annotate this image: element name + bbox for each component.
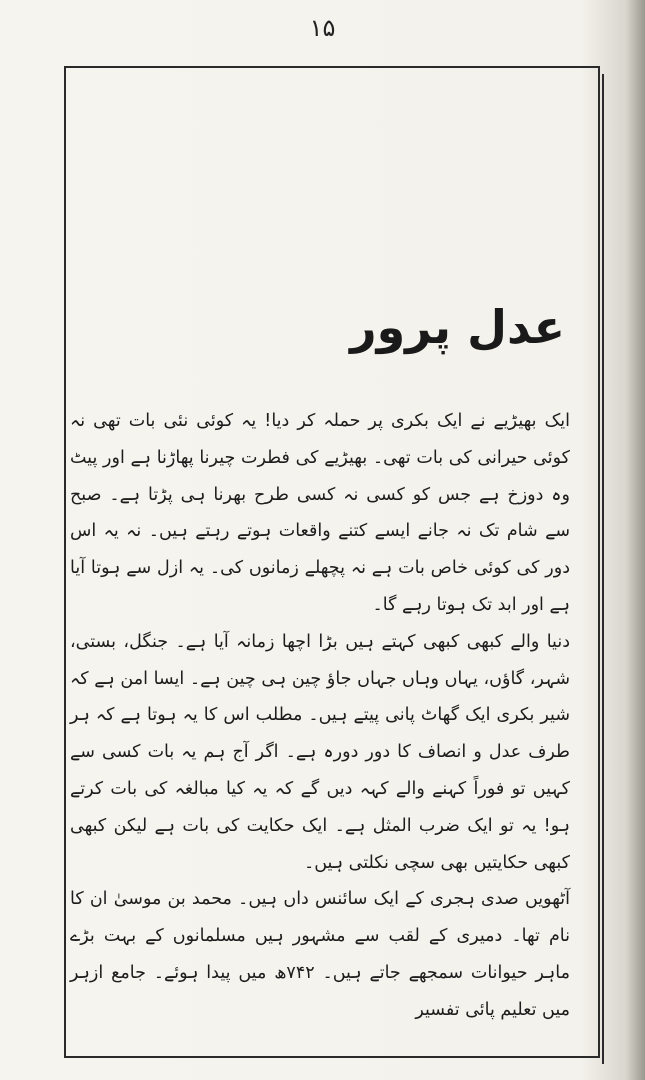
- paragraph: ایک بھیڑیے نے ایک بکری پر حملہ کر دیا! یہ کوئی نئی بات تھی نہ کوئی حیرانی کی بات تھی۔ بھیڑیے کی فطرت چیرنا پھاڑنا ہے اور پیٹ وہ دوزخ ہے جس کو کسی نہ کسی طرح بھرنا ہی پڑتا ہے۔ صبح سے شام تک نہ جانے ایسے کتنے واقعات ہوتے رہتے ہیں۔ نہ یہ اس دور کی کوئی خاص بات ہے نہ پچھلے زمانوں کی۔ یہ ازل سے ہوتا آیا ہے اور ابد تک ہوتا رہے گا۔: [70, 411, 570, 615]
- paragraph: دنیا والے کبھی کبھی کہتے ہیں بڑا اچھا زمانہ آیا ہے۔ جنگل، بستی، شہر، گاؤں، یہاں وہاں جہاں جاؤ چین ہی چین ہے۔ ایسا امن ہے کہ شیر بکری ایک گھاٹ پانی پیتے ہیں۔ مطلب اس کا یہ ہوتا ہے کہ ہر طرف عدل و انصاف کا دور دورہ ہے۔ اگر آج ہم یہ بات کسی سے کہیں تو فوراً کہنے والے کہہ دیں گے کہ یہ کیا مبالغہ کی بات کرتے ہو! یہ تو ایک ضرب المثل ہے۔ ایک حکایت کی بات ہے لیکن کبھی کبھی حکایتیں بھی سچی نکلتی ہیں۔: [70, 631, 570, 873]
- chapter-title: عدل پرور: [350, 300, 565, 354]
- body-text: [70, 403, 570, 1029]
- paragraph: آٹھویں صدی ہجری کے ایک سائنس داں ہیں۔ محمد بن موسیٰ ان کا نام تھا۔ دمیری کے لقب سے مشہور ہیں مسلمانوں کے بہت بڑے ماہر حیوانات سمجھے جاتے ہیں۔ ۷۴۲ھ میں پیدا ہوئے۔ جامع ازہر میں تعلیم پائی تفسیر: [70, 889, 570, 1020]
- page-number: ۱۵: [309, 14, 336, 42]
